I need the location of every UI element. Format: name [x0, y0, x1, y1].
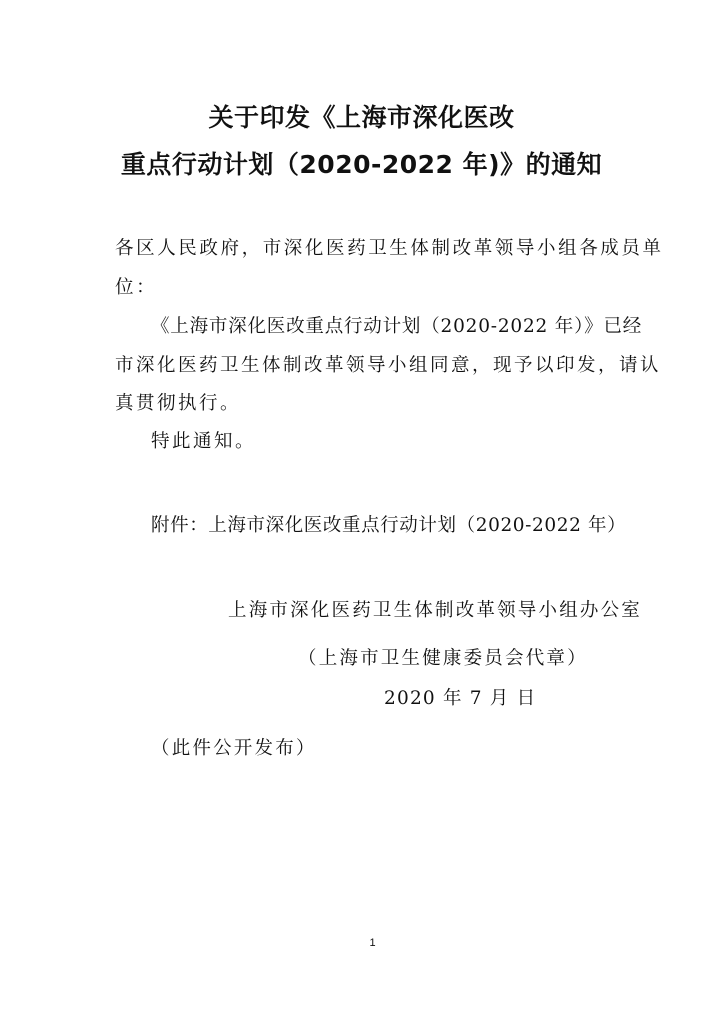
salutation-line-2: 位：	[115, 277, 158, 298]
body-paragraph-line-1: 《上海市深化医改重点行动计划（2020-2022 年）》已经	[151, 316, 643, 337]
issuer-name: 上海市深化医药卫生体制改革领导小组办公室	[228, 600, 643, 621]
salutation-line-1: 各区人民政府，市深化医药卫生体制改革领导小组各成员单	[115, 238, 664, 259]
page-number: 1	[369, 937, 376, 949]
notice-text: 特此通知。	[151, 431, 257, 452]
issue-date: 2020 年 7 月 日	[384, 688, 537, 709]
seal-note: （上海市卫生健康委员会代章）	[298, 648, 588, 669]
document-title-line-1: 关于印发《上海市深化医改	[208, 103, 515, 132]
document-title-line-2: 重点行动计划（2020-2022 年)》的通知	[120, 150, 603, 179]
body-paragraph-line-3: 真贯彻执行。	[115, 393, 242, 414]
publish-note: （此件公开发布）	[151, 738, 317, 759]
attachment-line: 附件：上海市深化医改重点行动计划（2020-2022 年）	[151, 515, 627, 536]
body-paragraph-line-2: 市深化医药卫生体制改革领导小组同意，现予以印发，请认	[115, 355, 662, 376]
